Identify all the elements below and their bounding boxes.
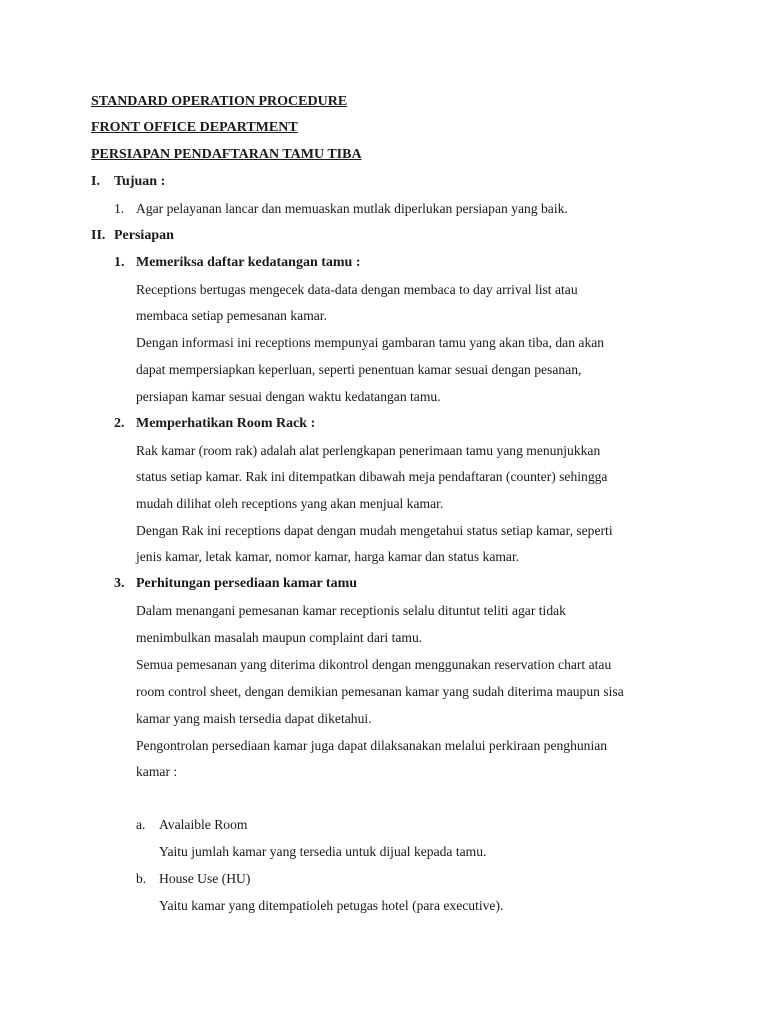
sub-item-b-title: House Use (HU)	[159, 871, 251, 886]
paragraph-line: Receptions bertugas mengecek data-data dengan membaca to day arrival list atau	[136, 282, 578, 297]
paragraph-line: dapat mempersiapkan keperluan, seperti penentuan kamar sesuai dengan pesanan,	[136, 362, 582, 377]
paragraph-line: Pengontrolan persediaan kamar juga dapat dilaksanakan melalui perkiraan penghunian	[136, 738, 608, 753]
sub-item-a-text: Yaitu jumlah kamar yang tersedia untuk dijual kepada tamu.	[159, 844, 487, 859]
paragraph-line: kamar :	[136, 764, 178, 779]
item-1-marker: 1.	[114, 255, 125, 270]
title-department: FRONT OFFICE DEPARTMENT	[91, 120, 298, 135]
paragraph-line: kamar yang maish tersedia dapat diketahui.	[136, 711, 372, 726]
paragraph-line: status setiap kamar. Rak ini ditempatkan dibawah meja pendaftaran (counter) sehingga	[136, 469, 608, 484]
paragraph-line: persiapan kamar sesuai dengan waktu kedatangan tamu.	[136, 389, 441, 404]
sub-item-b-text: Yaitu kamar yang ditempatioleh petugas hotel (para executive).	[159, 898, 504, 913]
item-1-title: Memeriksa daftar kedatangan tamu :	[136, 255, 361, 270]
section-1-marker: I.	[91, 174, 100, 189]
paragraph-line: jenis kamar, letak kamar, nomor kamar, harga kamar dan status kamar.	[136, 549, 520, 564]
title-sop: STANDARD OPERATION PROCEDURE	[91, 94, 348, 109]
section-2-marker: II.	[91, 228, 106, 243]
item-2-title: Memperhatikan Room Rack :	[136, 416, 316, 431]
item-3-title: Perhitungan persediaan kamar tamu	[136, 576, 358, 591]
paragraph-line: Dalam menangani pemesanan kamar receptionis selalu dituntut teliti agar tidak	[136, 603, 566, 618]
section-2-title: Persiapan	[114, 228, 174, 243]
paragraph-line: membaca setiap pemesanan kamar.	[136, 308, 327, 323]
item-3-marker: 3.	[114, 576, 125, 591]
paragraph-line: Rak kamar (room rak) adalah alat perlengkapan penerimaan tamu yang menunjukkan	[136, 443, 601, 458]
paragraph-line: room control sheet, dengan demikian pemesanan kamar yang sudah diterima maupun sisa	[136, 684, 624, 699]
paragraph-line: Semua pemesanan yang diterima dikontrol dengan menggunakan reservation chart atau	[136, 657, 612, 672]
paragraph-line: mudah dilihat oleh receptions yang akan menjual kamar.	[136, 496, 444, 511]
sub-item-b-marker: b.	[136, 871, 147, 886]
item-2-marker: 2.	[114, 416, 125, 431]
paragraph-line: Dengan Rak ini receptions dapat dengan mudah mengetahui status setiap kamar, seperti	[136, 523, 613, 538]
paragraph-line: Dengan informasi ini receptions mempunyai gambaran tamu yang akan tiba, dan akan	[136, 335, 605, 350]
paragraph-line: menimbulkan masalah maupun complaint dari tamu.	[136, 630, 423, 645]
section-1-item-1-text: Agar pelayanan lancar dan memuaskan mutlak diperlukan persiapan yang baik.	[136, 201, 568, 216]
sub-item-a-title: Avalaible Room	[159, 817, 248, 832]
section-1-item-1-marker: 1.	[114, 201, 125, 216]
section-1-title: Tujuan :	[114, 174, 166, 189]
sub-item-a-marker: a.	[136, 817, 146, 832]
title-subject: PERSIAPAN PENDAFTARAN TAMU TIBA	[91, 147, 362, 162]
